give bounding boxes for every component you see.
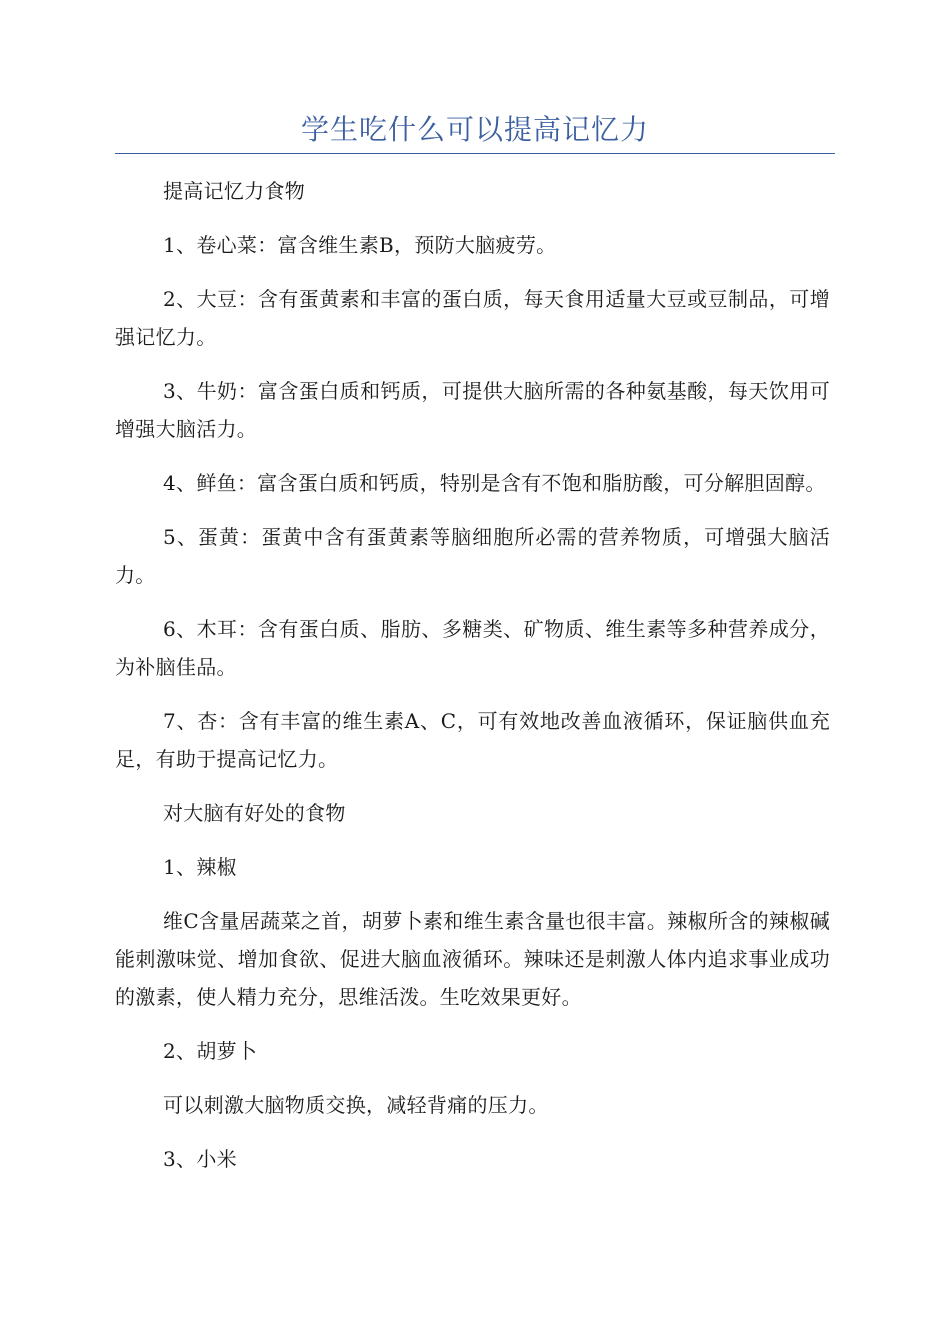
paragraph-soybean: 2、大豆：含有蛋黄素和丰富的蛋白质，每天食用适量大豆或豆制品，可增强记忆力。 bbox=[115, 287, 830, 349]
item-heading-millet: 3、小米 bbox=[163, 1147, 237, 1171]
section-heading-memory-foods: 提高记忆力食物 bbox=[163, 179, 306, 203]
title-underline bbox=[115, 153, 835, 154]
paragraph-carrot: 可以刺激大脑物质交换，减轻背痛的压力。 bbox=[163, 1093, 549, 1117]
paragraph-fungus: 6、木耳：含有蛋白质、脂肪、多糖类、矿物质、维生素等多种营养成分，为补脑佳品。 bbox=[115, 617, 830, 679]
paragraph-cabbage: 1、卷心菜：富含维生素B，预防大脑疲劳。 bbox=[163, 233, 557, 257]
paragraph-milk: 3、牛奶：富含蛋白质和钙质，可提供大脑所需的各种氨基酸，每天饮用可增强大脑活力。 bbox=[115, 379, 830, 441]
paragraph-apricot: 7、杏：含有丰富的维生素A、C，可有效地改善血液循环，保证脑供血充足，有助于提高记忆力。 bbox=[115, 709, 830, 771]
paragraph-fish: 4、鲜鱼：富含蛋白质和钙质，特别是含有不饱和脂肪酸，可分解胆固醇。 bbox=[163, 471, 826, 495]
item-heading-pepper: 1、辣椒 bbox=[163, 855, 237, 879]
paragraph-pepper: 维C含量居蔬菜之首，胡萝卜素和维生素含量也很丰富。辣椒所含的辣椒碱能刺激味觉、增加食欲、促进大脑血液循环。辣味还是刺激人体内追求事业成功的激素，使人精力充分，思维活泼。生吃效果更好。 bbox=[115, 909, 830, 1009]
paragraph-egg-yolk: 5、蛋黄：蛋黄中含有蛋黄素等脑细胞所必需的营养物质，可增强大脑活力。 bbox=[115, 525, 830, 587]
document-body bbox=[115, 172, 830, 1194]
section-heading-brain-foods: 对大脑有好处的食物 bbox=[163, 801, 346, 825]
item-heading-carrot: 2、胡萝卜 bbox=[163, 1039, 258, 1063]
page-title: 学生吃什么可以提高记忆力 bbox=[300, 113, 649, 146]
